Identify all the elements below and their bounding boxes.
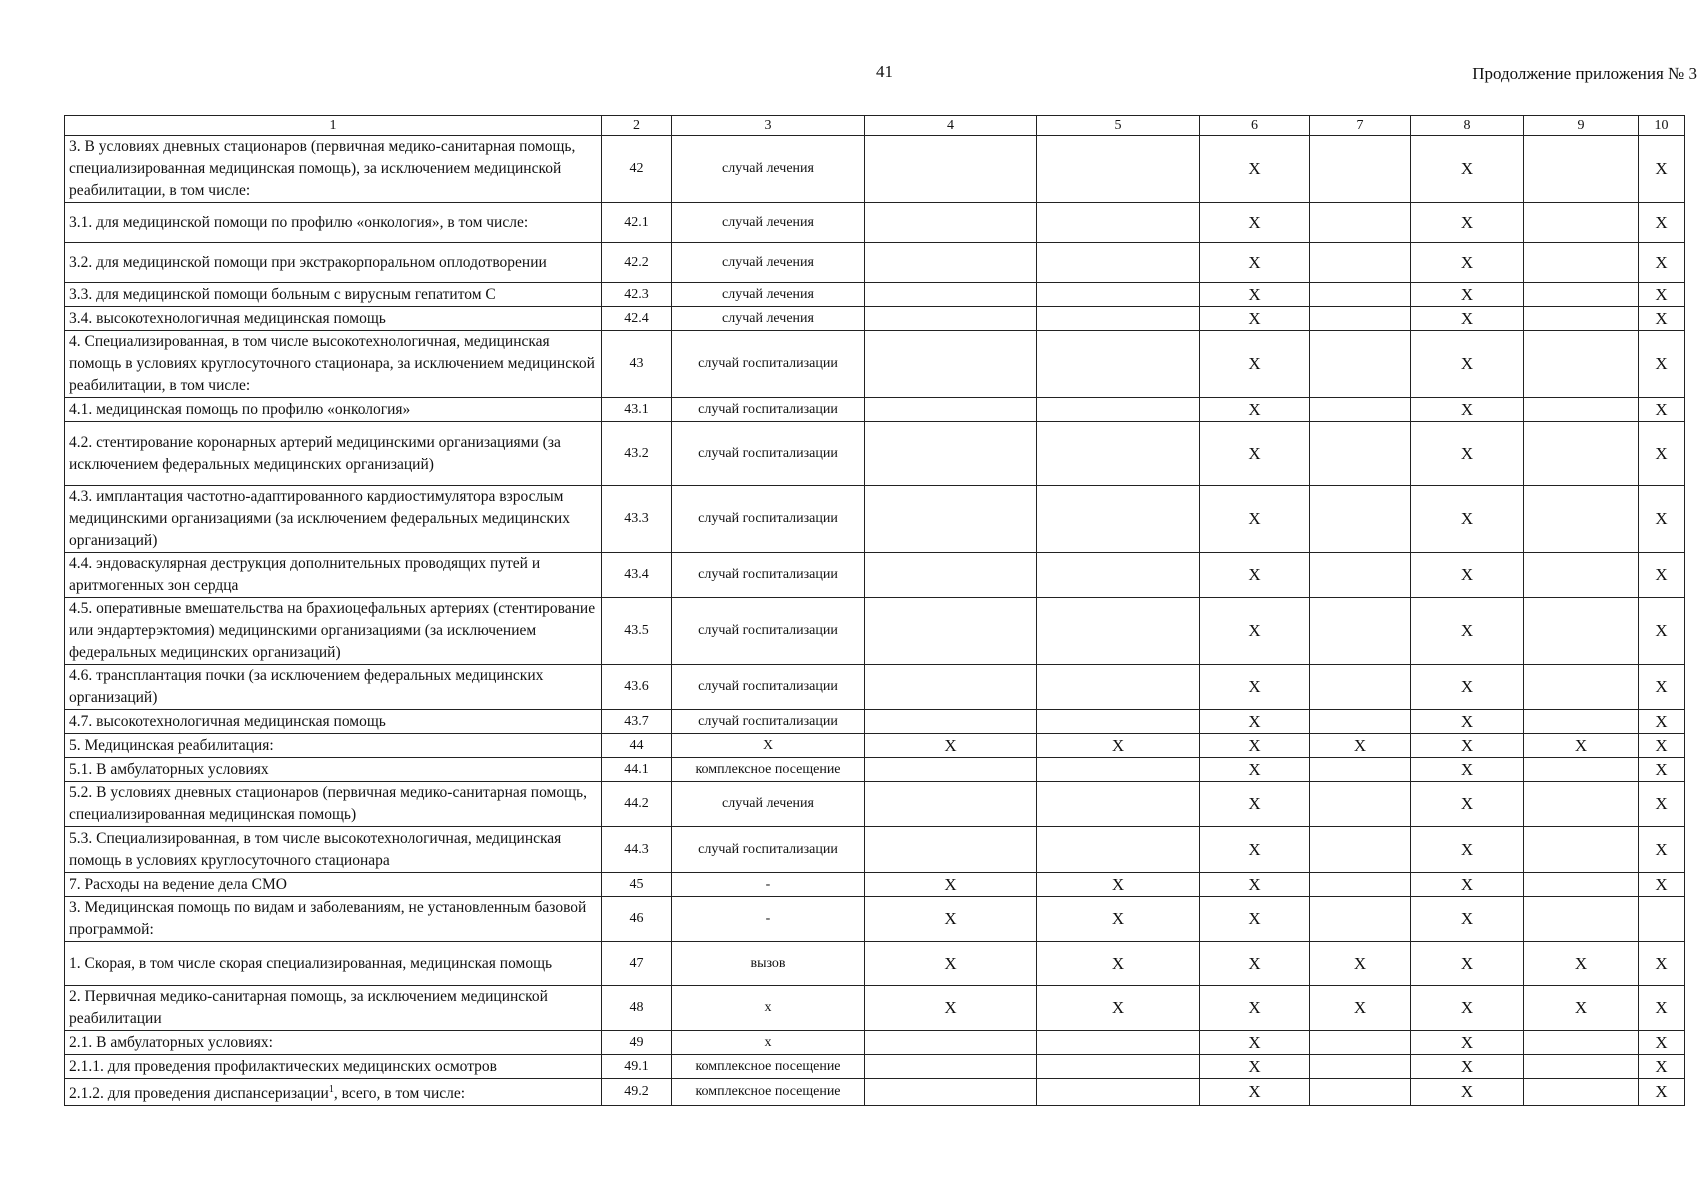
row-mark-col-9	[1524, 307, 1639, 331]
row-mark-col-5	[1037, 1079, 1200, 1106]
row-mark-col-7	[1310, 422, 1411, 486]
row-mark-col-9	[1524, 873, 1639, 897]
row-mark-col-6: X	[1200, 307, 1310, 331]
row-mark-col-8: X	[1411, 827, 1524, 873]
table-row	[65, 710, 1685, 734]
row-mark-col-4: X	[865, 897, 1037, 942]
row-description	[65, 1079, 602, 1106]
row-mark-col-5: X	[1037, 942, 1200, 986]
row-mark-col-5: X	[1037, 873, 1200, 897]
row-mark-col-7: X	[1310, 734, 1411, 758]
row-mark-col-7	[1310, 1031, 1411, 1055]
row-mark-col-4	[865, 283, 1037, 307]
row-mark-col-5: X	[1037, 986, 1200, 1031]
column-header: 3	[672, 116, 865, 136]
row-description: 3. Медицинская помощь по видам и заболеваниям, не установленным базовой программой:	[65, 897, 602, 942]
row-mark-col-8: X	[1411, 243, 1524, 283]
row-mark-col-4	[865, 422, 1037, 486]
appendix-table	[64, 115, 1685, 1106]
row-mark-col-5: X	[1037, 734, 1200, 758]
row-mark-col-5	[1037, 827, 1200, 873]
row-mark-col-4	[865, 398, 1037, 422]
row-unit: X	[672, 734, 865, 758]
row-mark-col-7	[1310, 897, 1411, 942]
row-mark-col-8: X	[1411, 986, 1524, 1031]
row-description: 7. Расходы на ведение дела СМО	[65, 873, 602, 897]
row-mark-col-7	[1310, 1079, 1411, 1106]
row-mark-col-9	[1524, 553, 1639, 598]
row-mark-col-7	[1310, 710, 1411, 734]
row-mark-col-8: X	[1411, 398, 1524, 422]
row-mark-col-5	[1037, 422, 1200, 486]
row-mark-col-6: X	[1200, 553, 1310, 598]
row-mark-col-4	[865, 710, 1037, 734]
row-mark-col-6: X	[1200, 897, 1310, 942]
row-mark-col-5	[1037, 203, 1200, 243]
row-mark-col-9	[1524, 1055, 1639, 1079]
row-mark-col-7	[1310, 873, 1411, 897]
row-mark-col-5: X	[1037, 897, 1200, 942]
row-description-tail: , всего, в том числе:	[333, 1085, 466, 1103]
table-body	[65, 136, 1685, 1106]
row-mark-col-10: X	[1639, 1031, 1685, 1055]
row-mark-col-5	[1037, 243, 1200, 283]
row-mark-col-10: X	[1639, 422, 1685, 486]
table-row	[65, 331, 1685, 398]
table-row	[65, 398, 1685, 422]
row-mark-col-8: X	[1411, 897, 1524, 942]
row-mark-col-10: X	[1639, 398, 1685, 422]
row-description: 1. Скорая, в том числе скорая специализированная, медицинская помощь	[65, 942, 602, 986]
row-mark-col-4	[865, 758, 1037, 782]
row-mark-col-7	[1310, 782, 1411, 827]
row-mark-col-4	[865, 203, 1037, 243]
row-code: 44.2	[602, 782, 672, 827]
row-mark-col-4	[865, 827, 1037, 873]
row-mark-col-8: X	[1411, 734, 1524, 758]
row-mark-col-9	[1524, 1031, 1639, 1055]
row-mark-col-7	[1310, 1055, 1411, 1079]
row-unit: случай госпитализации	[672, 710, 865, 734]
row-mark-col-9	[1524, 422, 1639, 486]
row-unit: случай госпитализации	[672, 665, 865, 710]
row-mark-col-6: X	[1200, 486, 1310, 553]
row-mark-col-10: X	[1639, 203, 1685, 243]
table-row	[65, 1079, 1685, 1106]
row-code: 43.7	[602, 710, 672, 734]
row-mark-col-5	[1037, 331, 1200, 398]
row-mark-col-7	[1310, 665, 1411, 710]
row-unit: комплексное посещение	[672, 1055, 865, 1079]
row-mark-col-4	[865, 307, 1037, 331]
row-code: 42.1	[602, 203, 672, 243]
row-mark-col-10: X	[1639, 243, 1685, 283]
row-mark-col-6: X	[1200, 710, 1310, 734]
column-header: 9	[1524, 116, 1639, 136]
row-mark-col-8: X	[1411, 331, 1524, 398]
row-mark-col-10: X	[1639, 782, 1685, 827]
column-header: 6	[1200, 116, 1310, 136]
appendix-continuation-note: Продолжение приложения № 3	[1472, 64, 1697, 83]
row-mark-col-6: X	[1200, 398, 1310, 422]
row-mark-col-5	[1037, 665, 1200, 710]
row-mark-col-4	[865, 782, 1037, 827]
row-mark-col-10: X	[1639, 553, 1685, 598]
row-mark-col-7: X	[1310, 942, 1411, 986]
row-mark-col-6: X	[1200, 942, 1310, 986]
row-description: 4.1. медицинская помощь по профилю «онкология»	[65, 398, 602, 422]
table-row	[65, 136, 1685, 203]
row-unit: случай лечения	[672, 307, 865, 331]
row-unit: случай госпитализации	[672, 422, 865, 486]
row-mark-col-8: X	[1411, 598, 1524, 665]
row-unit: комплексное посещение	[672, 758, 865, 782]
row-description: 4. Специализированная, в том числе высокотехнологичная, медицинская помощь в условиях круглосуточного стационара, за исключением медицинской реабилитации, в том числе:	[65, 331, 602, 398]
row-mark-col-9: X	[1524, 986, 1639, 1031]
row-mark-col-5	[1037, 598, 1200, 665]
row-mark-col-5	[1037, 283, 1200, 307]
row-mark-col-9: X	[1524, 942, 1639, 986]
row-mark-col-4	[865, 1055, 1037, 1079]
row-mark-col-4	[865, 665, 1037, 710]
row-mark-col-6: X	[1200, 1079, 1310, 1106]
row-mark-col-7	[1310, 827, 1411, 873]
row-mark-col-5	[1037, 553, 1200, 598]
row-description: 4.4. эндоваскулярная деструкция дополнительных проводящих путей и аритмогенных зон сердца	[65, 553, 602, 598]
row-mark-col-10: X	[1639, 942, 1685, 986]
row-code: 43.6	[602, 665, 672, 710]
row-mark-col-6: X	[1200, 136, 1310, 203]
row-unit: комплексное посещение	[672, 1079, 865, 1106]
row-mark-col-9	[1524, 486, 1639, 553]
row-mark-col-9	[1524, 758, 1639, 782]
row-mark-col-10: X	[1639, 873, 1685, 897]
row-description: 3.4. высокотехнологичная медицинская помощь	[65, 307, 602, 331]
row-code: 47	[602, 942, 672, 986]
row-mark-col-7	[1310, 203, 1411, 243]
row-mark-col-5	[1037, 486, 1200, 553]
row-mark-col-4	[865, 331, 1037, 398]
row-code: 43.1	[602, 398, 672, 422]
row-code: 42.3	[602, 283, 672, 307]
row-mark-col-10: X	[1639, 136, 1685, 203]
row-code: 44.1	[602, 758, 672, 782]
row-code: 43.2	[602, 422, 672, 486]
row-unit: -	[672, 897, 865, 942]
page-number: 41	[876, 62, 893, 81]
row-mark-col-6: X	[1200, 782, 1310, 827]
row-mark-col-4	[865, 598, 1037, 665]
row-mark-col-9	[1524, 136, 1639, 203]
row-code: 49.1	[602, 1055, 672, 1079]
row-mark-col-9	[1524, 710, 1639, 734]
row-mark-col-9	[1524, 827, 1639, 873]
row-mark-col-10: X	[1639, 986, 1685, 1031]
row-unit: случай лечения	[672, 203, 865, 243]
row-mark-col-9	[1524, 203, 1639, 243]
row-mark-col-7	[1310, 486, 1411, 553]
row-description: 3. В условиях дневных стационаров (первичная медико-санитарная помощь, специализированная медицинская помощь), за исключением медицинской реабилитации, в том числе:	[65, 136, 602, 203]
row-mark-col-8: X	[1411, 203, 1524, 243]
column-header: 10	[1639, 116, 1685, 136]
row-mark-col-7	[1310, 307, 1411, 331]
row-description: 5.2. В условиях дневных стационаров (первичная медико-санитарная помощь, специализированная медицинская помощь)	[65, 782, 602, 827]
table-row	[65, 665, 1685, 710]
table-row	[65, 203, 1685, 243]
row-mark-col-6: X	[1200, 873, 1310, 897]
table-row	[65, 986, 1685, 1031]
column-header: 7	[1310, 116, 1411, 136]
row-description: 3.2. для медицинской помощи при экстракорпоральном оплодотворении	[65, 243, 602, 283]
column-header: 5	[1037, 116, 1200, 136]
row-unit: случай лечения	[672, 283, 865, 307]
row-mark-col-7	[1310, 398, 1411, 422]
row-mark-col-6: X	[1200, 331, 1310, 398]
row-code: 49.2	[602, 1079, 672, 1106]
row-description: 4.2. стентирование коронарных артерий медицинскими организациями (за исключением федеральных медицинских организаций)	[65, 422, 602, 486]
row-mark-col-4	[865, 136, 1037, 203]
row-description: 4.7. высокотехнологичная медицинская помощь	[65, 710, 602, 734]
table-row	[65, 553, 1685, 598]
row-unit: случай лечения	[672, 782, 865, 827]
row-mark-col-4: X	[865, 873, 1037, 897]
row-code: 44.3	[602, 827, 672, 873]
row-description: 5. Медицинская реабилитация:	[65, 734, 602, 758]
row-mark-col-5	[1037, 782, 1200, 827]
row-mark-col-7	[1310, 243, 1411, 283]
row-mark-col-5	[1037, 307, 1200, 331]
row-mark-col-8: X	[1411, 307, 1524, 331]
row-mark-col-10: X	[1639, 1079, 1685, 1106]
row-mark-col-9	[1524, 897, 1639, 942]
row-mark-col-10: X	[1639, 486, 1685, 553]
column-header: 2	[602, 116, 672, 136]
row-unit: случай госпитализации	[672, 331, 865, 398]
row-mark-col-4	[865, 486, 1037, 553]
row-mark-col-8: X	[1411, 782, 1524, 827]
row-mark-col-6: X	[1200, 827, 1310, 873]
table-row	[65, 734, 1685, 758]
table-row	[65, 782, 1685, 827]
row-mark-col-6: X	[1200, 1031, 1310, 1055]
table-row	[65, 758, 1685, 782]
row-mark-col-4	[865, 1079, 1037, 1106]
row-mark-col-4	[865, 1031, 1037, 1055]
row-unit: случай госпитализации	[672, 553, 865, 598]
row-unit: х	[672, 986, 865, 1031]
table-row	[65, 243, 1685, 283]
row-mark-col-10: X	[1639, 283, 1685, 307]
row-mark-col-4	[865, 553, 1037, 598]
row-description: 4.5. оперативные вмешательства на брахиоцефальных артериях (стентирование или эндартерэктомия) медицинскими организациями (за исключением федеральных медицинских организаций)	[65, 598, 602, 665]
row-mark-col-10: X	[1639, 331, 1685, 398]
row-code: 44	[602, 734, 672, 758]
row-code: 43.4	[602, 553, 672, 598]
row-mark-col-10: X	[1639, 598, 1685, 665]
row-code: 45	[602, 873, 672, 897]
row-mark-col-7	[1310, 758, 1411, 782]
row-mark-col-4: X	[865, 986, 1037, 1031]
row-mark-col-10: X	[1639, 710, 1685, 734]
row-mark-col-7	[1310, 553, 1411, 598]
row-mark-col-7	[1310, 136, 1411, 203]
row-description: 3.3. для медицинской помощи больным с вирусным гепатитом С	[65, 283, 602, 307]
column-number-row	[65, 116, 1685, 136]
row-code: 42	[602, 136, 672, 203]
row-description: 4.6. трансплантация почки (за исключением федеральных медицинских организаций)	[65, 665, 602, 710]
row-mark-col-9	[1524, 331, 1639, 398]
table-row	[65, 827, 1685, 873]
row-mark-col-9: X	[1524, 734, 1639, 758]
row-code: 43.5	[602, 598, 672, 665]
row-mark-col-10: X	[1639, 827, 1685, 873]
row-mark-col-8: X	[1411, 136, 1524, 203]
row-description: 4.3. имплантация частотно-адаптированного кардиостимулятора взрослым медицинскими организациями (за исключением федеральных медицинских организаций)	[65, 486, 602, 553]
row-mark-col-6: X	[1200, 734, 1310, 758]
table-row	[65, 307, 1685, 331]
row-unit: случай лечения	[672, 136, 865, 203]
row-mark-col-10	[1639, 897, 1685, 942]
row-mark-col-8: X	[1411, 758, 1524, 782]
table-row	[65, 283, 1685, 307]
table-row	[65, 1055, 1685, 1079]
row-mark-col-9	[1524, 665, 1639, 710]
row-code: 49	[602, 1031, 672, 1055]
table-row	[65, 873, 1685, 897]
row-unit: случай лечения	[672, 243, 865, 283]
column-header: 4	[865, 116, 1037, 136]
row-mark-col-10: X	[1639, 758, 1685, 782]
table-row	[65, 486, 1685, 553]
table-row	[65, 942, 1685, 986]
row-mark-col-8: X	[1411, 873, 1524, 897]
row-mark-col-7: X	[1310, 986, 1411, 1031]
row-mark-col-6: X	[1200, 665, 1310, 710]
row-mark-col-5	[1037, 136, 1200, 203]
row-mark-col-8: X	[1411, 553, 1524, 598]
row-unit: случай госпитализации	[672, 486, 865, 553]
row-mark-col-5	[1037, 758, 1200, 782]
row-mark-col-8: X	[1411, 942, 1524, 986]
row-mark-col-10: X	[1639, 307, 1685, 331]
row-mark-col-7	[1310, 331, 1411, 398]
footnote-mark: 1	[328, 1084, 334, 1095]
row-mark-col-9	[1524, 1079, 1639, 1106]
row-mark-col-10: X	[1639, 1055, 1685, 1079]
row-unit: случай госпитализации	[672, 827, 865, 873]
row-code: 43.3	[602, 486, 672, 553]
row-mark-col-4: X	[865, 734, 1037, 758]
row-mark-col-9	[1524, 283, 1639, 307]
row-mark-col-8: X	[1411, 710, 1524, 734]
row-mark-col-10: X	[1639, 665, 1685, 710]
row-mark-col-8: X	[1411, 1055, 1524, 1079]
column-header: 1	[65, 116, 602, 136]
row-mark-col-6: X	[1200, 243, 1310, 283]
table-row	[65, 422, 1685, 486]
column-header: 8	[1411, 116, 1524, 136]
row-mark-col-5	[1037, 1031, 1200, 1055]
row-mark-col-5	[1037, 1055, 1200, 1079]
row-code: 43	[602, 331, 672, 398]
table-row	[65, 897, 1685, 942]
row-code: 48	[602, 986, 672, 1031]
row-mark-col-8: X	[1411, 283, 1524, 307]
row-description: 5.1. В амбулаторных условиях	[65, 758, 602, 782]
row-mark-col-4	[865, 243, 1037, 283]
row-mark-col-9	[1524, 782, 1639, 827]
row-mark-col-4: X	[865, 942, 1037, 986]
row-unit: случай госпитализации	[672, 398, 865, 422]
row-code: 42.4	[602, 307, 672, 331]
row-description: 2.1. В амбулаторных условиях:	[65, 1031, 602, 1055]
row-mark-col-6: X	[1200, 758, 1310, 782]
row-mark-col-8: X	[1411, 486, 1524, 553]
row-mark-col-7	[1310, 283, 1411, 307]
row-description: 2.1.1. для проведения профилактических медицинских осмотров	[65, 1055, 602, 1079]
row-mark-col-8: X	[1411, 665, 1524, 710]
row-mark-col-9	[1524, 398, 1639, 422]
row-description-text: 2.1.2. для проведения диспансеризации	[69, 1085, 329, 1103]
row-code: 46	[602, 897, 672, 942]
row-mark-col-6: X	[1200, 422, 1310, 486]
row-mark-col-10: X	[1639, 734, 1685, 758]
row-mark-col-8: X	[1411, 1031, 1524, 1055]
table-row	[65, 1031, 1685, 1055]
row-mark-col-8: X	[1411, 422, 1524, 486]
row-description: 2. Первичная медико-санитарная помощь, за исключением медицинской реабилитации	[65, 986, 602, 1031]
row-mark-col-5	[1037, 398, 1200, 422]
row-mark-col-6: X	[1200, 203, 1310, 243]
row-mark-col-7	[1310, 598, 1411, 665]
row-unit: х	[672, 1031, 865, 1055]
row-mark-col-6: X	[1200, 986, 1310, 1031]
table-row	[65, 598, 1685, 665]
row-mark-col-5	[1037, 710, 1200, 734]
row-mark-col-9	[1524, 243, 1639, 283]
row-unit: вызов	[672, 942, 865, 986]
row-description: 5.3. Специализированная, в том числе высокотехнологичная, медицинская помощь в условиях круглосуточного стационара	[65, 827, 602, 873]
row-description: 3.1. для медицинской помощи по профилю «онкология», в том числе:	[65, 203, 602, 243]
row-unit: -	[672, 873, 865, 897]
row-code: 42.2	[602, 243, 672, 283]
row-mark-col-6: X	[1200, 598, 1310, 665]
row-unit: случай госпитализации	[672, 598, 865, 665]
row-mark-col-8: X	[1411, 1079, 1524, 1106]
row-mark-col-6: X	[1200, 283, 1310, 307]
row-mark-col-9	[1524, 598, 1639, 665]
row-mark-col-6: X	[1200, 1055, 1310, 1079]
